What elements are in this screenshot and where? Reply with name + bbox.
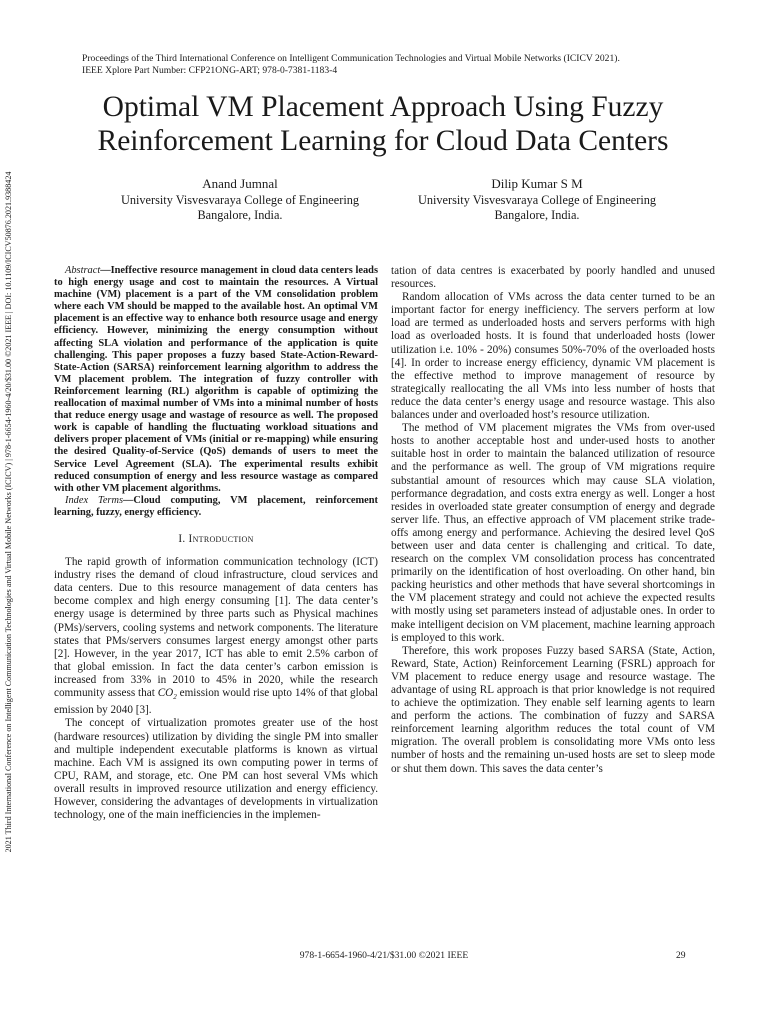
intro-paragraph-continued: tation of data centres is exacerbated by poorly handled and unused resources. (391, 265, 715, 291)
co2-subscript: 2 (173, 693, 177, 702)
author-affiliation: University Visvesvaraya College of Engineering (417, 193, 657, 207)
sidebar-doi-text: 2021 Third International Conference on Intelligent Communication Technologies and Virtual Mobile Networks (ICICV) | 978-1-6654-1960-4/20/$31.00 ©2021 IEEE | DOI: 10.1109/ICICV50876.2021.9388424 (4, 171, 13, 853)
intro-paragraph-5: Therefore, this work proposes Fuzzy based SARSA (State, Action, Reward, State, Action) Reinforcement Learning (FSRL) approach for VM placement to reduce energy usage and resource wastage. The advantage of using RL approach is that prior knowledge is not required to achieve the optimization. They enable self learning agents to learn and perform the actions. The combination of fuzzy and SARSA reinforcement learning algorithm reduces the total count of VM migration. The overall problem is consolidating more VMs onto less number of hosts and the remaining un-used hosts are set to sleep mode or shut them down. This saves the data center’s (391, 644, 715, 775)
index-terms (54, 495, 378, 519)
co2-main: CO (157, 687, 174, 699)
proceedings-line-2: IEEE Xplore Part Number: CFP21ONG-ART; 978-0-7381-1183-4 (82, 65, 338, 76)
proceedings-line-1: Proceedings of the Third International Conference on Intelligent Communication Technologies and Virtual Mobile Networks (ICICV 2021). (82, 53, 620, 64)
intro-paragraph-1 (54, 556, 378, 717)
intro-paragraph-4: The method of VM placement migrates the VMs from over-used hosts to another acceptable host and under-used hosts to another suitable host in order to maintain the balanced utilization of resource and the performance as well. The group of VM migrations require substantial amount of resources which may cause SLA violation, performance degradation, and costs extra energy as well. Longer a host resides in overloaded state greater consumption of energy and degrade server life. Thus, an effective approach of VM placement strike trade-offs among energy and performance. Achieving the desired level QoS between user and data center is challenging and critical. To date, research on the complex VM consolidation process has concentrated primarily on the identification of host overloading. On other hand, bin packing heuristics and other methods that have several shortcomings in the VM placement strategy and could not achieve the expected results with mostly using set parameters instead of adjustable ones. In order to make intelligent decision on VM placement, machine learning approach is employed to this work. (391, 422, 715, 644)
paper-title (40, 90, 726, 158)
left-column (54, 265, 378, 822)
section-heading: I. Introduction (178, 532, 254, 545)
abstract-lead: Abstract (65, 265, 101, 276)
author-location: Bangalore, India. (494, 208, 580, 222)
author-location: Bangalore, India. (197, 208, 283, 222)
intro-paragraph-2: The concept of virtualization promotes greater use of the host (hardware resources) utilization by dividing the single PM into smaller and multiple independent executable platforms is known as virtual machine. Each VM is assigned its own computing power in terms of CPU, RAM, and storage, etc. One PM can host several VMs which overall results in improved resource utilization and energy efficiency. However, considering the advantages of developments in virtualization technology, one of the main inefficiencies in the implemen- (54, 717, 378, 822)
abstract (54, 265, 378, 495)
sidebar-doi-strip (0, 0, 18, 1024)
right-column (391, 265, 715, 776)
author-name: Dilip Kumar S M (491, 176, 583, 191)
author-block-2 (367, 176, 707, 223)
footer-isbn: 978-1-6654-1960-4/21/$31.00 ©2021 IEEE (299, 950, 469, 961)
abstract-text: —Ineffective resource management in cloud data centers leads to high energy usage and cost to maintain the resources. A Virtual machine (VM) placement is a part of the VM consolidation problem where each VM should be mapped to the available host. An optimal VM placement is an effective way to enhance both resource usage and energy efficiency. However, minimizing the energy consumption without affecting SLA violation and performance of the application is quite challenging. This paper proposes a fuzzy based State-Action-Reward-State-Action (SARSA) reinforcement learning algorithm to address the VM placement problem. The integration of fuzzy controller with Reinforcement learning (RL) algorithm is capable of optimizing the reallocation of maximal number of VMs into a minimal number of hosts that reduce energy usage and wastage of resource as well. The proposed work is capable of handling the fluctuating workload situations and delivers proper placement of VMs (initial or re-mapping) while ensuring the desired Quality-of-Service (QoS) demands of users to meet the Service Level Agreement (SLA). The experimental results exhibit reduced consumption of energy and less resource wastage as compared with other VM placement algorithms. (54, 265, 378, 494)
title-line-2: Reinforcement Learning for Cloud Data Centers (97, 125, 669, 157)
author-name: Anand Jumnal (202, 176, 278, 191)
index-terms-text: —Cloud computing, VM placement, reinforcement learning, fuzzy, energy efficiency. (54, 494, 379, 518)
co2-formula (157, 687, 177, 702)
intro-paragraph-3: Random allocation of VMs across the data center turned to be an important factor for energy inefficiency. The servers perform at low load are termed as underloaded hosts and servers performs with high load as overloaded hosts. It is found that underloaded hosts (lower utilization i.e. 10% - 20%) consumes 50%-70% of the overloaded hosts [4]. In order to increase energy efficiency, dynamic VM placement is the effective method to improve management of resource by strategically reallocating the all VMs into less number of hosts that reduce the data center’s energy usage and resource wastage. This also balances under and overloaded host’s resource utilization. (391, 291, 715, 422)
author-affiliation: University Visvesvaraya College of Engineering (120, 193, 360, 207)
proceedings-header (82, 53, 702, 77)
author-block-1 (70, 176, 410, 223)
page-number: 29 (676, 950, 686, 961)
intro-p1-text-end: emission would rise upto 14% of that global emission by 2040 [3]. (54, 687, 378, 717)
title-line-1: Optimal VM Placement Approach Using Fuzzy (102, 91, 664, 123)
intro-p1-text: The rapid growth of information communication technology (ICT) industry rises the demand of cloud infrastructure, cloud services and data centers. Due to this resource management of data centers has become complex and high energy consuming [1]. The data center’s energy usage is determined by three parts such as Physical machines (PMs)/servers, cooling systems and network components. The literature states that PMs/servers consumes largest energy amongst other parts [2]. However, in the year 2017, ICT has able to emit 2.5% carbon of that global emission. In fact the data center’s carbon emission is increased from 33% in 2010 to 45% in 2020, while the research community assess that (54, 556, 378, 699)
index-terms-lead: Index Terms (65, 494, 124, 506)
